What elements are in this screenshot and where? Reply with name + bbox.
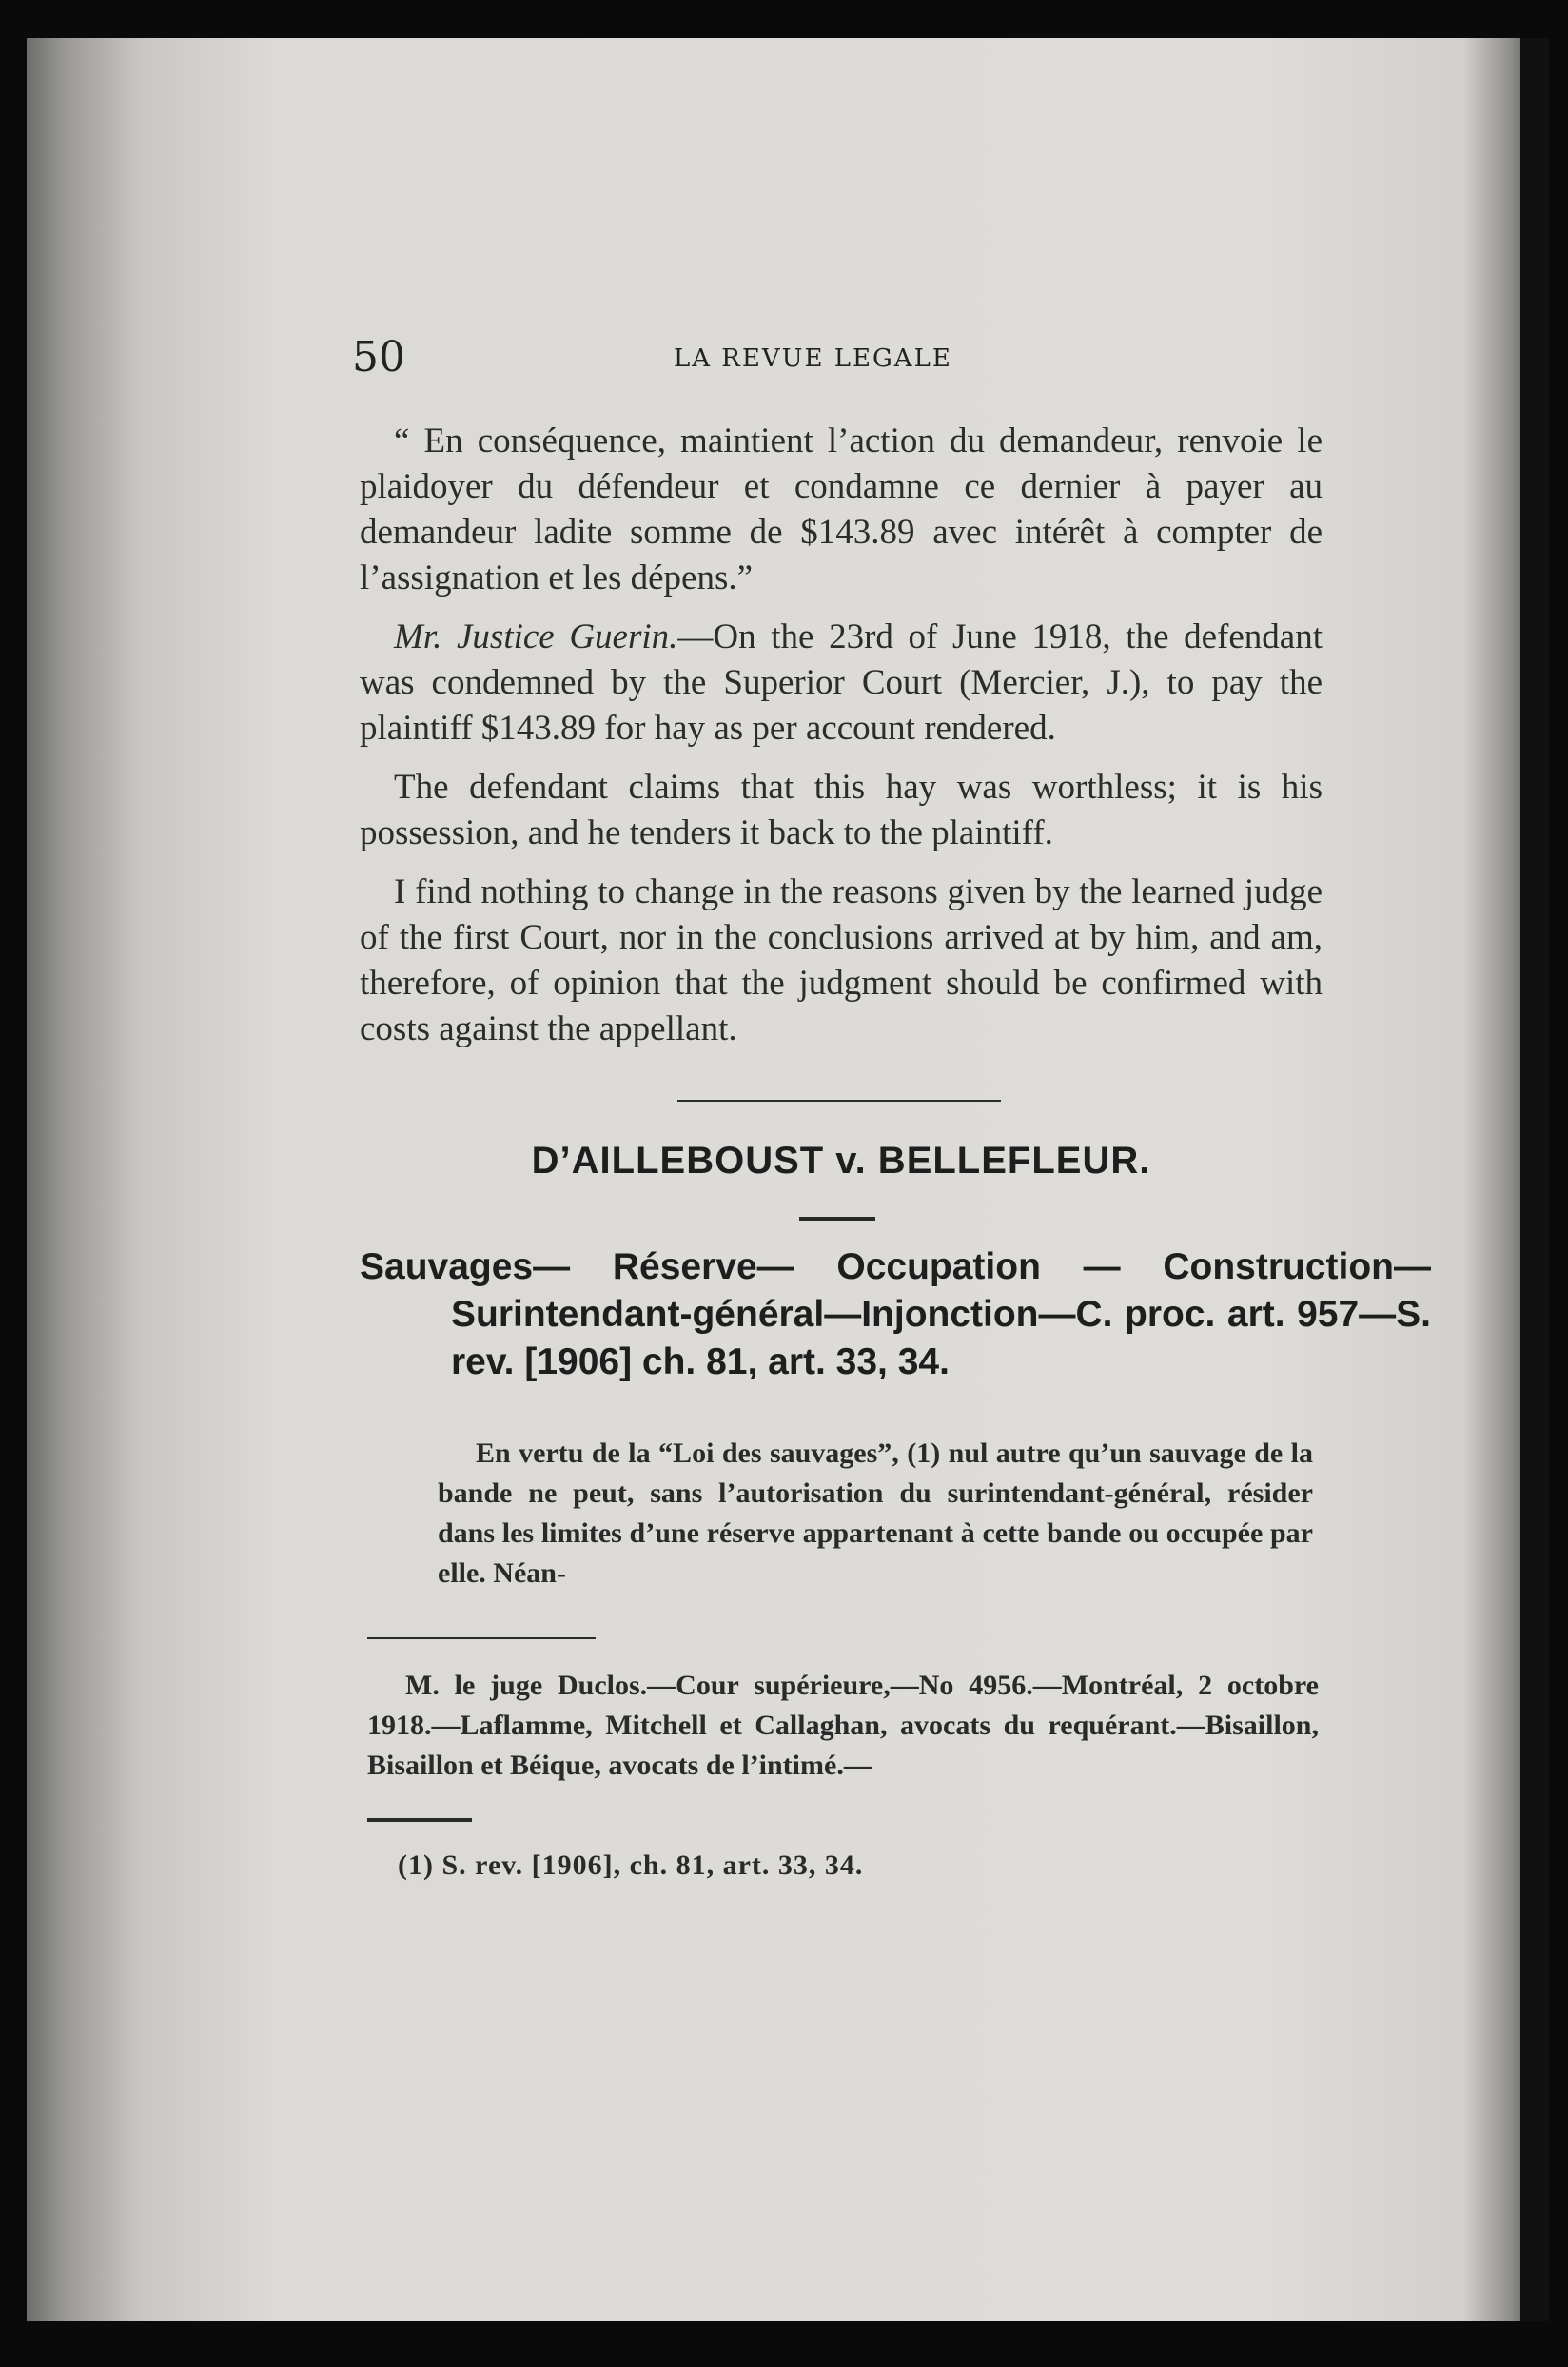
case-title: D’AILLEBOUST v. BELLEFLEUR. [531,1140,1151,1182]
page-number: 50 [352,333,405,381]
paragraph-defendant-claim: The defendant claims that this hay was worthless; it is his possession, and he tenders it back to the plaintiff. [360,768,1323,852]
footnote-divider [367,1818,472,1822]
running-head: LA REVUE LEGALE [674,344,952,373]
judgment-text [360,419,1323,1052]
case-headnote: Sauvages— Réserve— Occupation — Construction— Surintendant-général—Injonction—C. proc. art. 957—S. rev. [1906] ch. 81, art. 33, 34. [360,1246,1431,1382]
paragraph-conclusion: I find nothing to change in the reasons given by the learned judge of the first Court, nor in the conclusions arrived at by him, and am, therefore, of opinion that the judgment should be confirmed with costs against the appellant. [360,872,1323,1048]
judge-name: Mr. Justice Guerin. [394,617,678,656]
court-reference-note: M. le juge Duclos.—Cour supérieure,—No 4956.—Montréal, 2 octobre 1918.—Laflamme, Mitchell et Callaghan, avocats du requérant.—Bisaillon, Bisaillon et Béique, avocats de l’intimé.— [367,1670,1319,1781]
footnote: (1) S. rev. [1906], ch. 81, art. 33, 34. [398,1849,864,1881]
case-summary: En vertu de la “Loi des sauvages”, (1) nul autre qu’un sauvage de la bande ne peut, sans l’autorisation du surintendant-général, résider dans les limites d’une réserve appartenant à cette bande ou occupée par elle. Néan- [438,1438,1313,1589]
book-page [27,38,1549,2321]
paragraph-justice-opinion [360,615,1323,752]
page-binding-edge [1520,38,1549,2321]
note-divider [367,1637,596,1639]
paragraph-quoted-judgment: “ En conséquence, maintient l’action du demandeur, renvoie le plaidoyer du défendeur et condamne ce dernier à payer au demandeur ladite somme de $143.89 avec intérêt à compter de l’assignation et les dépens.” [360,421,1323,597]
paragraph-opinion-text: —On the 23rd of June 1918, the defendant was condemned by the Superior Court (Mercier, J.), to pay the plaintiff $143.89 for hay as per account rendered. [360,617,1323,748]
section-divider [677,1100,1001,1102]
page-content [331,323,1431,1885]
title-underline [799,1217,875,1221]
page-header [331,323,1359,381]
